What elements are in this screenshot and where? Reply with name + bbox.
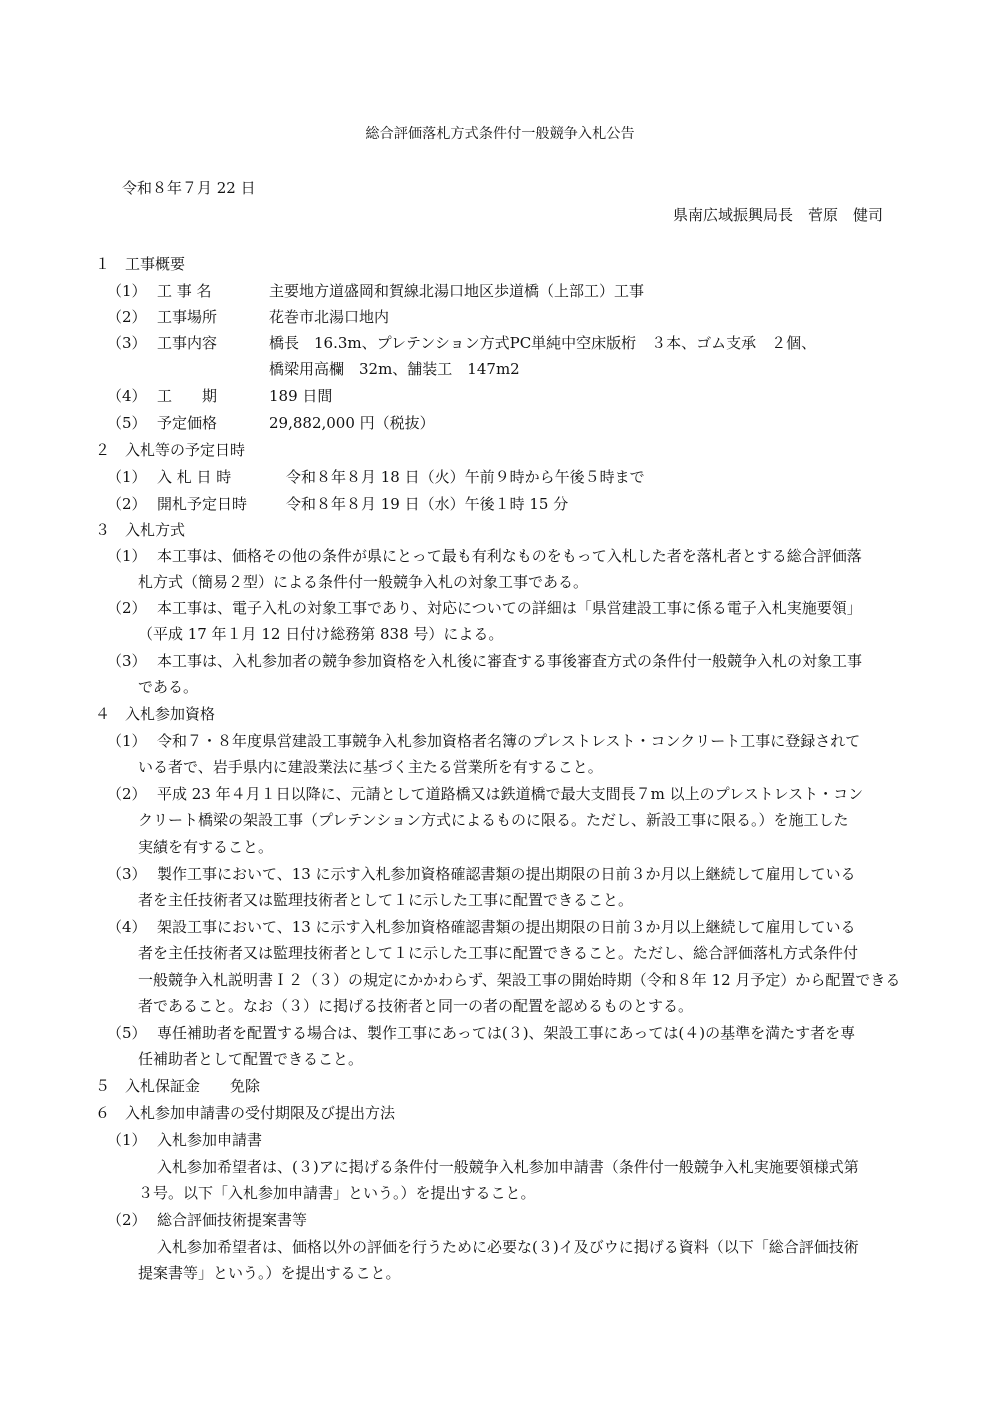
issuer-name: 県南広域振興局長 菅原 健司 [672, 206, 883, 224]
paragraph-line: 製作工事において、13 に示す入札参加資格確認書類の提出期限の日前３か月以上継続して雇用している [157, 865, 856, 883]
item-number: （1） [107, 1131, 147, 1149]
section-4-heading: ４ 入札参加資格 [95, 705, 216, 723]
item-label: 総合評価技術提案書等 [157, 1211, 308, 1229]
paragraph-line: 入札参加希望者は、(３)アに掲げる条件付一般競争入札参加申請書（条件付一般競争入札実施要領様式第 [157, 1158, 859, 1176]
item-number: （1） [107, 732, 147, 750]
item-number: （3） [107, 865, 147, 883]
item-value: 橋長 16.3m、プレテンション方式PC単純中空床版桁 ３本、ゴム支承 ２個、 [269, 334, 817, 352]
section-5-heading: ５ 入札保証金 免除 [95, 1077, 261, 1095]
item-value: 令和８年８月 19 日（水）午後１時 15 分 [286, 495, 569, 513]
item-value: 令和８年８月 18 日（火）午前９時から午後５時まで [286, 468, 645, 486]
paragraph-line: 平成 23 年４月１日以降に、元請として道路橋又は鉄道橋で最大支間長７m 以上のプレストレスト・コン [157, 785, 864, 803]
paragraph-line: （平成 17 年１月 12 日付け総務第 838 号）による。 [138, 625, 504, 643]
paragraph-line: 本工事は、入札参加者の競争参加資格を入札後に審査する事後審査方式の条件付一般競争入札の対象工事 [157, 652, 863, 670]
paragraph-line: 令和７・８年度県営建設工事競争入札参加資格者名簿のプレストレスト・コンクリート工事に登録されて [157, 732, 861, 750]
paragraph-line: 任補助者として配置できること。 [138, 1050, 364, 1068]
item-number: （1） [107, 547, 147, 565]
section-1-heading: １ 工事概要 [95, 255, 186, 273]
item-number: （2） [107, 785, 147, 803]
paragraph-line: 者であること。なお（３）に掲げる技術者と同一の者の配置を認めるものとする。 [138, 997, 694, 1015]
item-value: 29,882,000 円（税抜） [269, 414, 435, 432]
paragraph-line: 架設工事において、13 に示す入札参加資格確認書類の提出期限の日前３か月以上継続して雇用している [157, 918, 856, 936]
item-value: 189 日間 [269, 387, 333, 405]
item-number: （5） [107, 1024, 147, 1042]
item-number: （5） [107, 414, 147, 432]
section-3-heading: ３ 入札方式 [95, 521, 186, 539]
paragraph-line: 本工事は、価格その他の条件が県にとって最も有利なものをもって入札した者を落札者とする総合評価落 [157, 547, 862, 565]
item-number: （4） [107, 387, 147, 405]
item-number: （2） [107, 495, 147, 513]
paragraph-line: クリート橋梁の架設工事（プレテンション方式によるものに限る。ただし、新設工事に限る。）を施工した [138, 811, 849, 829]
item-number: （1） [107, 468, 147, 486]
item-number: （3） [107, 334, 147, 352]
item-number: （4） [107, 918, 147, 936]
paragraph-line: ３号。以下「入札参加申請書」という。）を提出すること。 [138, 1184, 536, 1202]
item-number: （2） [107, 1211, 147, 1229]
item-label: 工 事 名 [157, 282, 212, 300]
item-label: 開札予定日時 [157, 495, 248, 513]
item-label: 入 札 日 時 [157, 468, 232, 486]
item-label: 工事場所 [157, 308, 218, 326]
document-title: 総合評価落札方式条件付一般競争入札公告 [365, 126, 635, 142]
section-2-heading: ２ 入札等の予定日時 [95, 441, 246, 459]
item-value: 花巻市北湯口地内 [269, 308, 390, 326]
paragraph-line: 提案書等」という。）を提出すること。 [138, 1264, 401, 1282]
paragraph-line: 一般競争入札説明書Ｉ２（３）の規定にかかわらず、架設工事の開始時期（令和８年 12 月予定）から配置できる [138, 971, 901, 989]
paragraph-line: 者を主任技術者又は監理技術者として１に示した工事に配置できること。 [138, 891, 634, 909]
item-label: 工 期 [157, 387, 218, 405]
paragraph-line: 専任補助者を配置する場合は、製作工事にあっては(３)、架設工事にあっては(４)の基準を満たす者を専 [157, 1024, 856, 1042]
paragraph-line: である。 [138, 678, 199, 696]
item-label: 入札参加申請書 [157, 1131, 263, 1149]
item-number: （2） [107, 599, 147, 617]
item-number: （1） [107, 282, 147, 300]
item-value-continued: 橋梁用高欄 32m、舗装工 147m2 [269, 360, 520, 378]
paragraph-line: 入札参加希望者は、価格以外の評価を行うために必要な(３)イ及びウに掲げる資料（以下「総合評価技術 [157, 1238, 859, 1256]
item-label: 工事内容 [157, 334, 218, 352]
item-label: 予定価格 [157, 414, 218, 432]
item-value: 主要地方道盛岡和賀線北湯口地区歩道橋（上部工）工事 [269, 282, 645, 300]
paragraph-line: 札方式（簡易２型）による条件付一般競争入札の対象工事である。 [138, 573, 589, 591]
paragraph-line: 実績を有すること。 [138, 838, 274, 856]
item-number: （2） [107, 308, 147, 326]
paragraph-line: 本工事は、電子入札の対象工事であり、対応についての詳細は「県営建設工事に係る電子入札実施要領」 [157, 599, 862, 617]
notice-date: 令和８年７月 22 日 [122, 179, 256, 197]
paragraph-line: いる者で、岩手県内に建設業法に基づく主たる営業所を有すること。 [138, 758, 603, 776]
paragraph-line: 者を主任技術者又は監理技術者として１に示した工事に配置できること。ただし、総合評価落札方式条件付 [138, 944, 859, 962]
item-number: （3） [107, 652, 147, 670]
section-6-heading: ６ 入札参加申請書の受付期限及び提出方法 [95, 1104, 396, 1122]
